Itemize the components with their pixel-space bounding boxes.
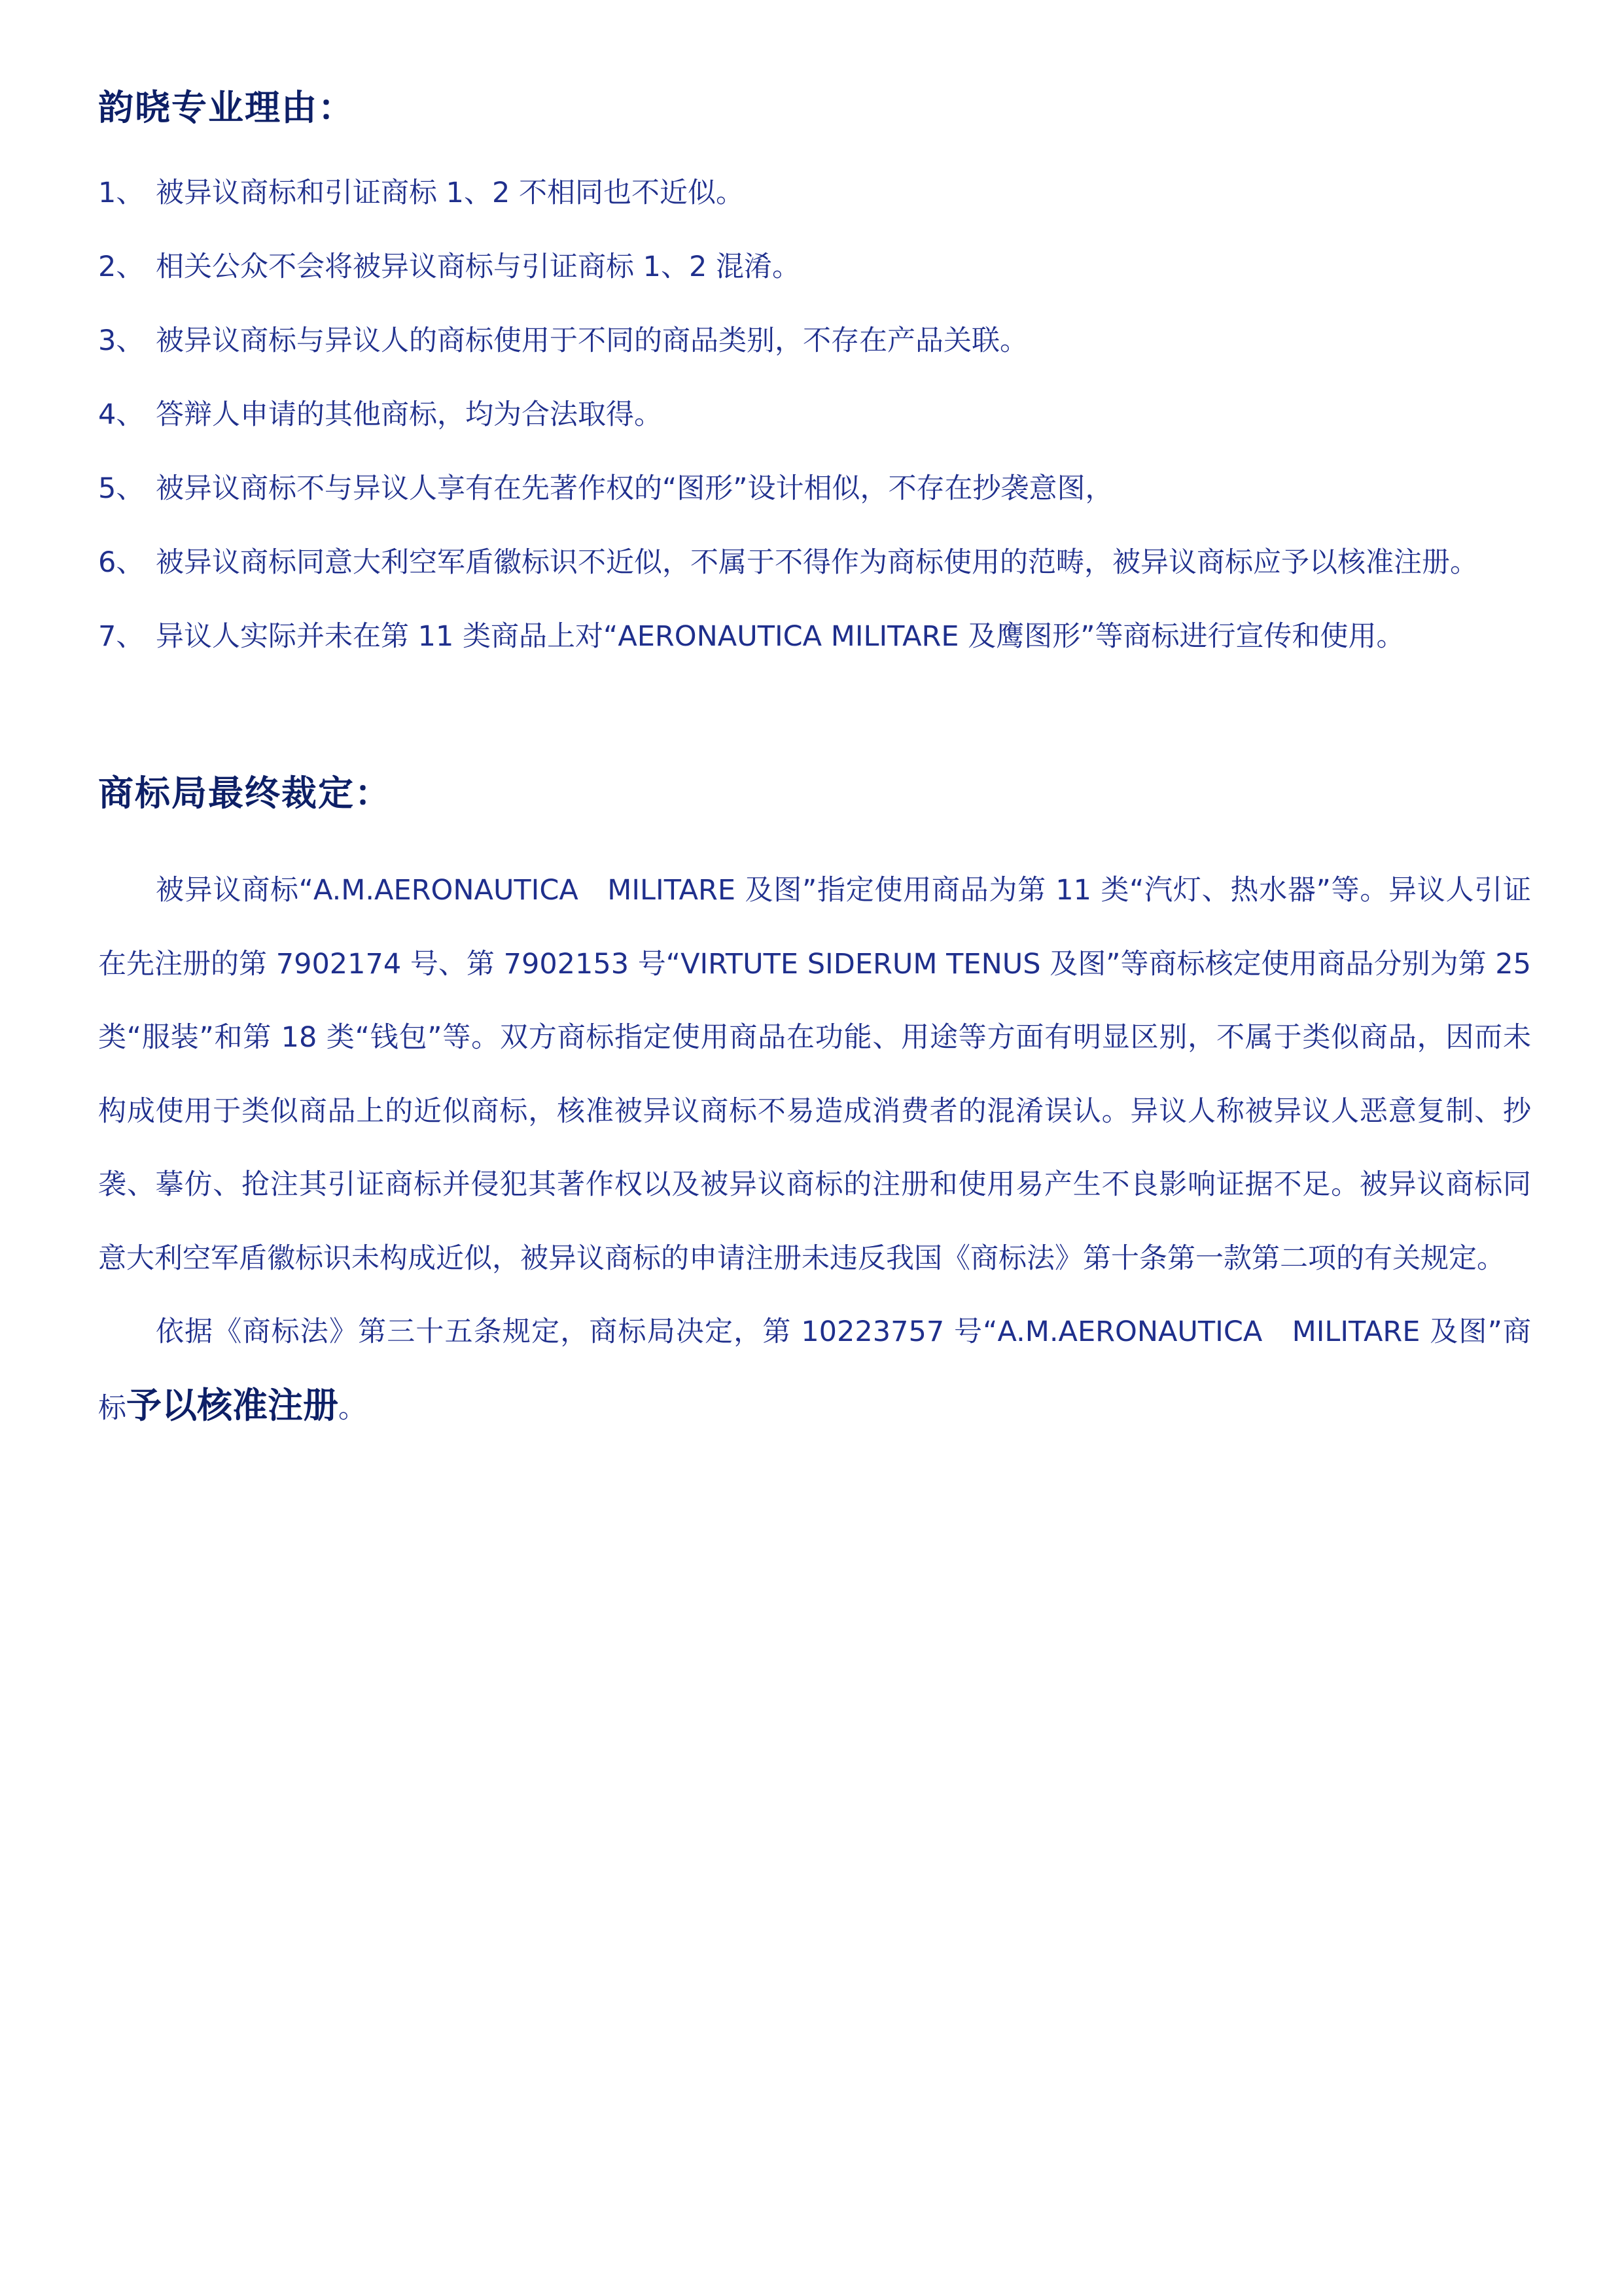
reason-number: 5、	[98, 472, 145, 505]
ruling-paragraph-2-text: 依据《商标法》第三十五条规定，商标局决定，第 10223757 号“A.M.AERONAUTICA MILITARE 及图”商标	[98, 1315, 1532, 1425]
reason-item	[98, 395, 1478, 469]
section-title-professional-reasons: 韵晓专业理由：	[98, 87, 355, 128]
reason-item	[98, 173, 1478, 247]
reason-number: 1、	[98, 177, 145, 209]
ruling-paragraph-1: 被异议商标“A.M.AERONAUTICA MILITARE 及图”指定使用商品为第 11 类“汽灯、热水器”等。异议人引证在先注册的第 7902174 号、第 7902153 号“VIRTUTE SIDERUM TENUS 及图”等商标核定使用商品分别为第 25 类“服装”和第 18 类“钱包”等。双方商标指定使用商品在功能、用途等方面有明显区别，不属于类似商品，因而未构成使用于类似商品上的近似商标，核准被异议商标不易造成消费者的混淆误认。异议人称被异议人恶意复制、抄袭、摹仿、抢注其引证商标并侵犯其著作权以及被异议商标的注册和使用易产生不良影响证据不足。被异议商标同意大利空军盾徽标识未构成近似，被异议商标的申请注册未违反我国《商标法》第十条第一款第二项的有关规定。	[98, 874, 1531, 1275]
reason-item	[98, 543, 1478, 617]
ruling-paragraph-2-end: 。	[338, 1391, 366, 1425]
reason-text: 答辩人申请的其他商标，均为合法取得。	[156, 398, 662, 431]
reason-item	[98, 247, 1478, 321]
section-title-final-ruling: 商标局最终裁定：	[98, 773, 391, 814]
reason-text: 被异议商标不与异议人享有在先著作权的“图形”设计相似，不存在抄袭意图，	[156, 472, 1114, 505]
reason-text: 异议人实际并未在第 11 类商品上对“AERONAUTICA MILITARE 及鹰图形”等商标进行宣传和使用。	[156, 620, 1405, 653]
reason-number: 4、	[98, 398, 145, 431]
reason-text: 相关公众不会将被异议商标与引证商标 1、2 混淆。	[156, 251, 801, 283]
reason-text: 被异议商标与异议人的商标使用于不同的商品类别，不存在产品关联。	[156, 324, 1028, 357]
reason-item	[98, 617, 1478, 691]
approval-emphasis: 予以核准注册	[126, 1384, 338, 1426]
reason-number: 2、	[98, 251, 145, 283]
reasons-list	[98, 173, 1478, 691]
reason-text: 被异议商标同意大利空军盾徽标识不近似，不属于不得作为商标使用的范畴，被异议商标应予以核准注册。	[156, 546, 1478, 579]
ruling-body	[98, 854, 1531, 1445]
reason-item	[98, 469, 1478, 543]
reason-number: 7、	[98, 620, 145, 653]
reason-item	[98, 321, 1478, 395]
reason-number: 3、	[98, 324, 145, 357]
reason-number: 6、	[98, 546, 145, 579]
reason-text: 被异议商标和引证商标 1、2 不相同也不近似。	[156, 177, 745, 209]
ruling-paragraph-2	[98, 1295, 1531, 1445]
